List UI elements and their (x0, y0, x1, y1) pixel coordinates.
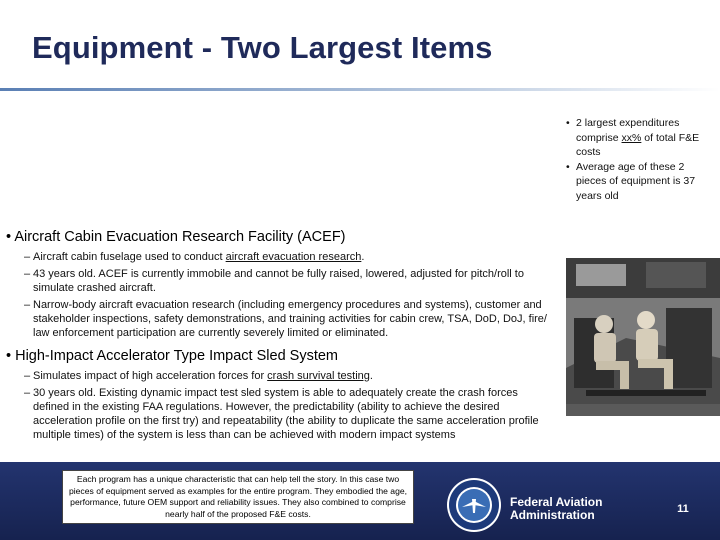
sled-test-photo (566, 258, 720, 416)
bullet-icon: • (6, 348, 12, 364)
side-note-expenditures (566, 116, 716, 160)
side-note-text: 2 largest expenditures comprise (576, 117, 680, 144)
acef-detail-3 (24, 298, 564, 340)
detail-underlined-text: crash survival testing (267, 370, 370, 382)
sled-detail-2 (24, 386, 554, 442)
detail-text: 43 years old. ACEF is currently immobile and cannot be fully raised, lowered, adjusted for pitch/roll to simulate crashed aircraft. (33, 268, 524, 294)
dash-icon: – (24, 251, 31, 263)
faa-name (510, 496, 602, 522)
dash-icon: – (24, 268, 31, 280)
detail-text: . (361, 251, 365, 263)
acef-detail-1 (24, 250, 564, 264)
detail-text: Aircraft cabin fuselage used to conduct (33, 251, 226, 263)
side-note-text: of total F&E costs (576, 131, 700, 158)
page-number: 11 (677, 503, 689, 515)
faa-seal-icon (446, 477, 502, 533)
dash-icon: – (24, 387, 31, 399)
side-note-text: Average age of these 2 pieces of equipment is 37 years old (576, 160, 696, 202)
side-notes (566, 116, 716, 203)
bullet-icon: • (6, 229, 12, 245)
side-note-average-age (566, 160, 716, 204)
detail-text: Narrow-body aircraft evacuation research (including emergency procedures and systems), customer and stakeholder inspections, safety demonstrations, and training activities for cabin crew, TSA, DoD, DoJ, fire/ law enforcement participation are currently severely limited or eliminated. (33, 299, 547, 339)
dash-icon: – (24, 370, 31, 382)
detail-text: . (369, 370, 373, 382)
callout-box: Each program has a unique characteristic that can help tell the story. In this case two pieces of equipment served as examples for the entire program. They embodied the age, performance, future OEM support and reliability issues. They also combined to comprise nearly half of the proposed F&E costs. (62, 470, 414, 524)
title-divider (0, 88, 720, 91)
faa-name-line1: Federal Aviation (510, 495, 603, 509)
detail-underlined-text: aircraft evacuation research (225, 251, 362, 263)
side-note-percent: xx% (621, 131, 642, 144)
section-heading-sled (6, 348, 338, 364)
detail-text: Simulates impact of high acceleration forces for (33, 370, 268, 382)
dash-icon: – (24, 299, 31, 311)
sled-detail-1 (24, 369, 554, 383)
section-heading-text: High-Impact Accelerator Type Impact Sled System (15, 348, 339, 364)
slide-title: Equipment - Two Largest Items (32, 30, 493, 65)
faa-name-line2: Administration (510, 508, 595, 522)
section-heading-text: Aircraft Cabin Evacuation Research Facility (ACEF) (14, 229, 346, 245)
acef-detail-2 (24, 267, 564, 295)
detail-text: 30 years old. Existing dynamic impact test sled system is able to adequately create the crash forces defined in the existing FAA regulations. However, the predictability (ability to achieve the desired acceleration profile on the first try) and repeatability (the ability to duplicate the same acceleration profile multiple times) of the system is less than can be achieved with modern impact systems (33, 387, 539, 441)
bullet-icon: • (566, 117, 570, 129)
bullet-icon: • (566, 160, 570, 173)
section-heading-acef (6, 229, 346, 245)
